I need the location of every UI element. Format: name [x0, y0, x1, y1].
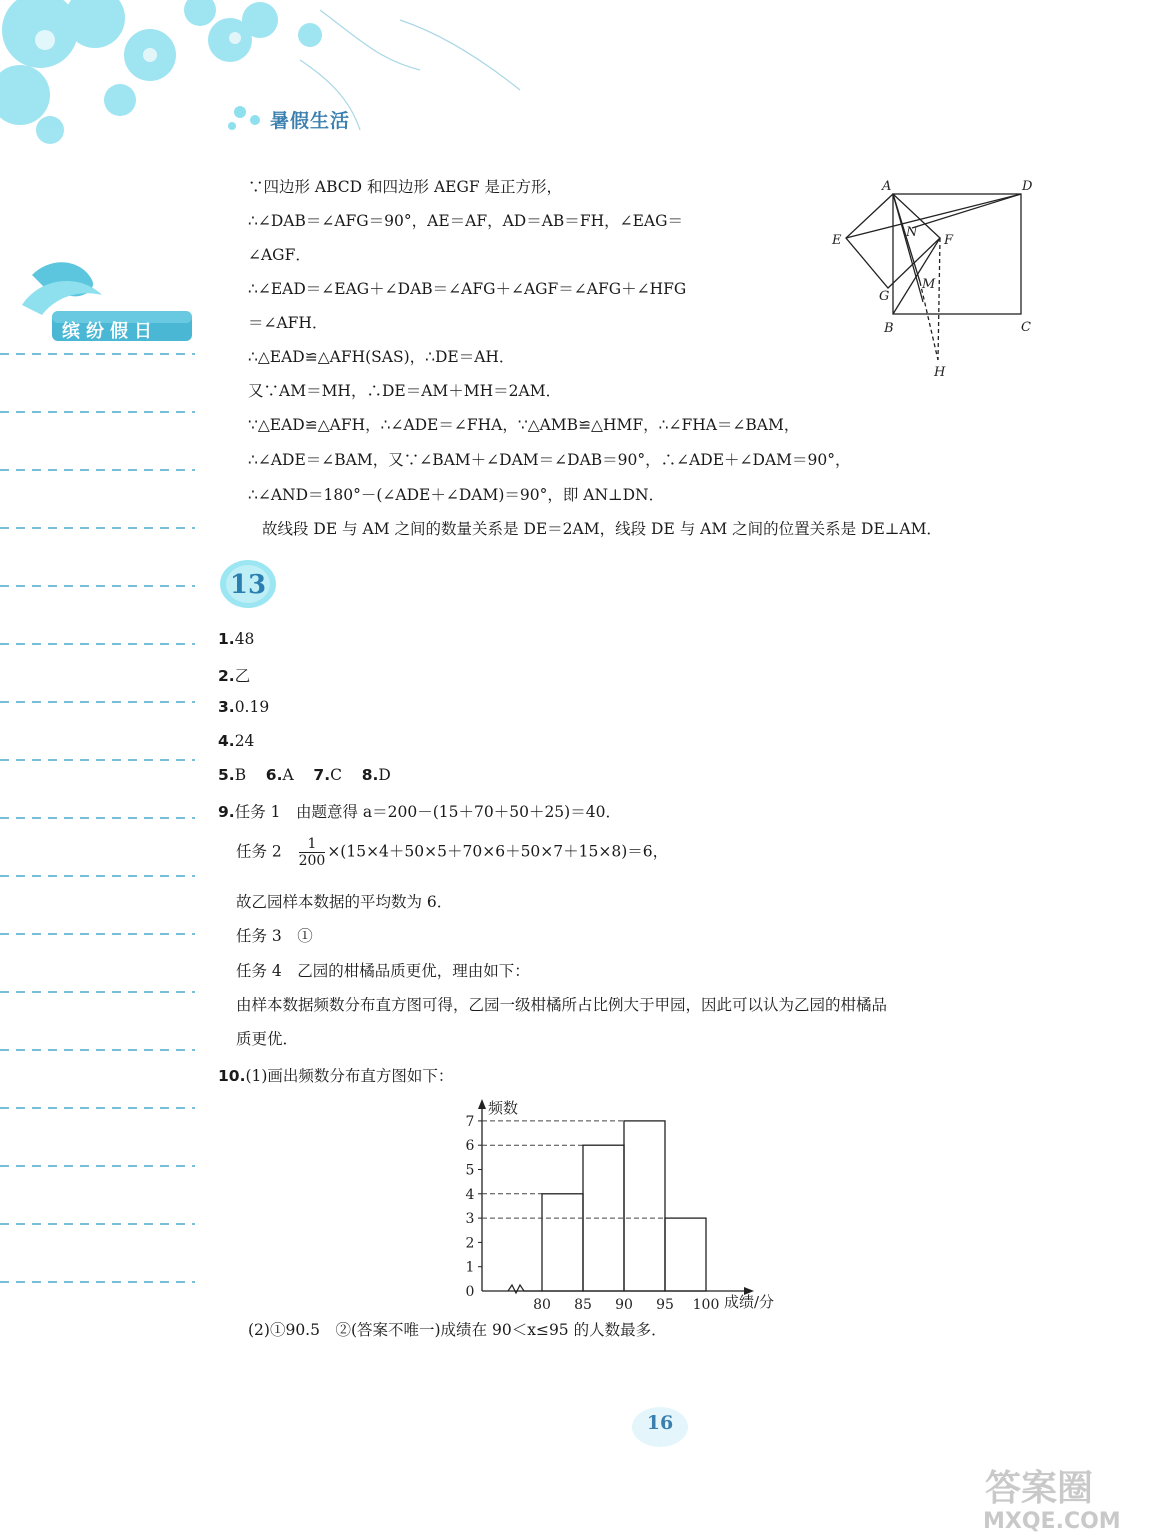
answer-9-reason-cont: 质更优． [236, 1030, 299, 1048]
chart-y-tick-label: 4 [465, 1186, 475, 1203]
chart-bar [542, 1194, 583, 1291]
label-f: F [944, 233, 954, 248]
answer-10-part-1: 10.(1)画出频数分布直方图如下： [218, 1067, 454, 1085]
header-title: 暑假生活 [270, 110, 351, 132]
segment-mh [920, 282, 938, 360]
chart-x-tick-label: 90 [615, 1297, 633, 1313]
chart-y-tick-label: 7 [465, 1113, 475, 1130]
watermark [975, 1462, 1150, 1532]
proof-line: ∴∠ADE＝∠BAM，又∵∠BAM＋∠DAM＝∠DAB＝90°，∴∠ADE＋∠DAM＝90°， [248, 451, 851, 469]
label-e: E [832, 233, 842, 248]
chart-x-tick-label: 100 [692, 1297, 720, 1313]
proof-line: ∴∠EAD＝∠EAG＋∠DAB＝∠AFG＋∠AGF＝∠AFG＋∠HFG [248, 280, 687, 298]
label-n: N [906, 225, 918, 240]
segment-dn [912, 194, 1021, 228]
answer-2: 2.乙 [218, 667, 251, 685]
chart-y-tick-label: 2 [465, 1235, 475, 1252]
proof-line: ∴△EAD≌△AFH(SAS)，∴DE＝AH． [248, 348, 515, 366]
proof-line: ∵△EAD≌△AFH，∴∠ADE＝∠FHA，∵△AMB≌△HMF，∴∠FHA＝∠BAM， [248, 416, 800, 434]
label-d: D [1022, 179, 1033, 194]
proof-line: ∴∠AND＝180°－(∠ADE＋∠DAM)＝90°，即 AN⊥DN． [248, 486, 665, 504]
proof-line: ＝∠AFH． [248, 314, 328, 332]
chart-xlabel: 成绩/分 [724, 1293, 775, 1311]
answer-1: 1.48 [218, 630, 255, 648]
proof-line: ∵四边形 ABCD 和四边形 AEGF 是正方形， [248, 178, 563, 196]
answer-4: 4.24 [218, 732, 255, 750]
watermark-text-en: MXQE.COM [983, 1509, 1121, 1532]
chart-y-tick-label: 6 [465, 1138, 475, 1155]
geometry-figure [828, 172, 1043, 382]
answers-multiple-choice: 5.B 6.A 7.C 8.D [218, 766, 391, 784]
label-c: C [1021, 320, 1031, 335]
chart-ylabel: 频数 [488, 1099, 519, 1117]
label-m: M [922, 277, 936, 292]
margin-note-lines [0, 340, 195, 1300]
watermark-text-cn: 答案圈 [985, 1468, 1094, 1509]
answer-9-reason: 由样本数据频数分布直方图可得，乙园一级柑橘所占比例大于甲园，因此可以认为乙园的柑橘品 [236, 996, 888, 1014]
label-b: B [884, 321, 894, 336]
chart-y-tick-label: 3 [465, 1211, 475, 1228]
label-h: H [934, 365, 946, 380]
answer-9-task-1: 9.任务 1 由题意得 a＝200－(15＋70＋50＋25)＝40． [218, 803, 621, 821]
proof-conclusion: 故线段 DE 与 AM 之间的数量关系是 DE＝2AM，线段 DE 与 AM 之间的位置关系是 DE⊥AM． [262, 520, 942, 538]
answer-10-part-2: (2)①90.5 ②(答案不唯一)成绩在 90＜x≤95 的人数最多． [248, 1321, 667, 1339]
chart-axis-break [508, 1285, 542, 1293]
answer-9-task-3: 任务 3 ① [236, 927, 313, 945]
section-number: 13 [229, 570, 267, 600]
chart-x-tick-label: 80 [533, 1297, 551, 1313]
chart-x-tick-label: 85 [574, 1297, 592, 1313]
label-g: G [879, 289, 890, 304]
proof-line: 又∵AM＝MH，∴DE＝AM＋MH＝2AM． [248, 382, 562, 400]
proof-line: ∠AGF． [248, 246, 311, 264]
chart-bar [665, 1218, 706, 1291]
floral-decoration [0, 0, 560, 170]
answer-3: 3.0.19 [218, 698, 270, 716]
answer-9-mean: 故乙园样本数据的平均数为 6． [236, 893, 453, 911]
label-a: A [882, 179, 892, 194]
answer-9-task-4: 任务 4 乙园的柑橘品质更优，理由如下： [236, 962, 530, 980]
chart-x-tick-label: 95 [656, 1297, 674, 1313]
section-badge [218, 558, 278, 610]
segment-fh [938, 238, 940, 360]
chart-y-tick-label: 1 [465, 1259, 475, 1276]
answer-9-task-2: 任务 2 $\frac{1}{200}$ ×(15×4＋50×5＋70×6＋50×7＋15×8)＝6， [236, 836, 669, 869]
chart-y-tick-label: 0 [465, 1284, 475, 1300]
side-badge-label: 缤纷假日 [62, 321, 158, 342]
chart-bar [624, 1121, 665, 1291]
chart-y-tick-label: 5 [465, 1162, 475, 1179]
chart-y-arrow [478, 1099, 486, 1109]
proof-line: ∴∠DAB＝∠AFG＝90°，AE＝AF，AD＝AB＝FH，∠EAG＝ [248, 212, 683, 230]
frequency-histogram [458, 1095, 798, 1315]
page-number: 16 [646, 1412, 674, 1434]
